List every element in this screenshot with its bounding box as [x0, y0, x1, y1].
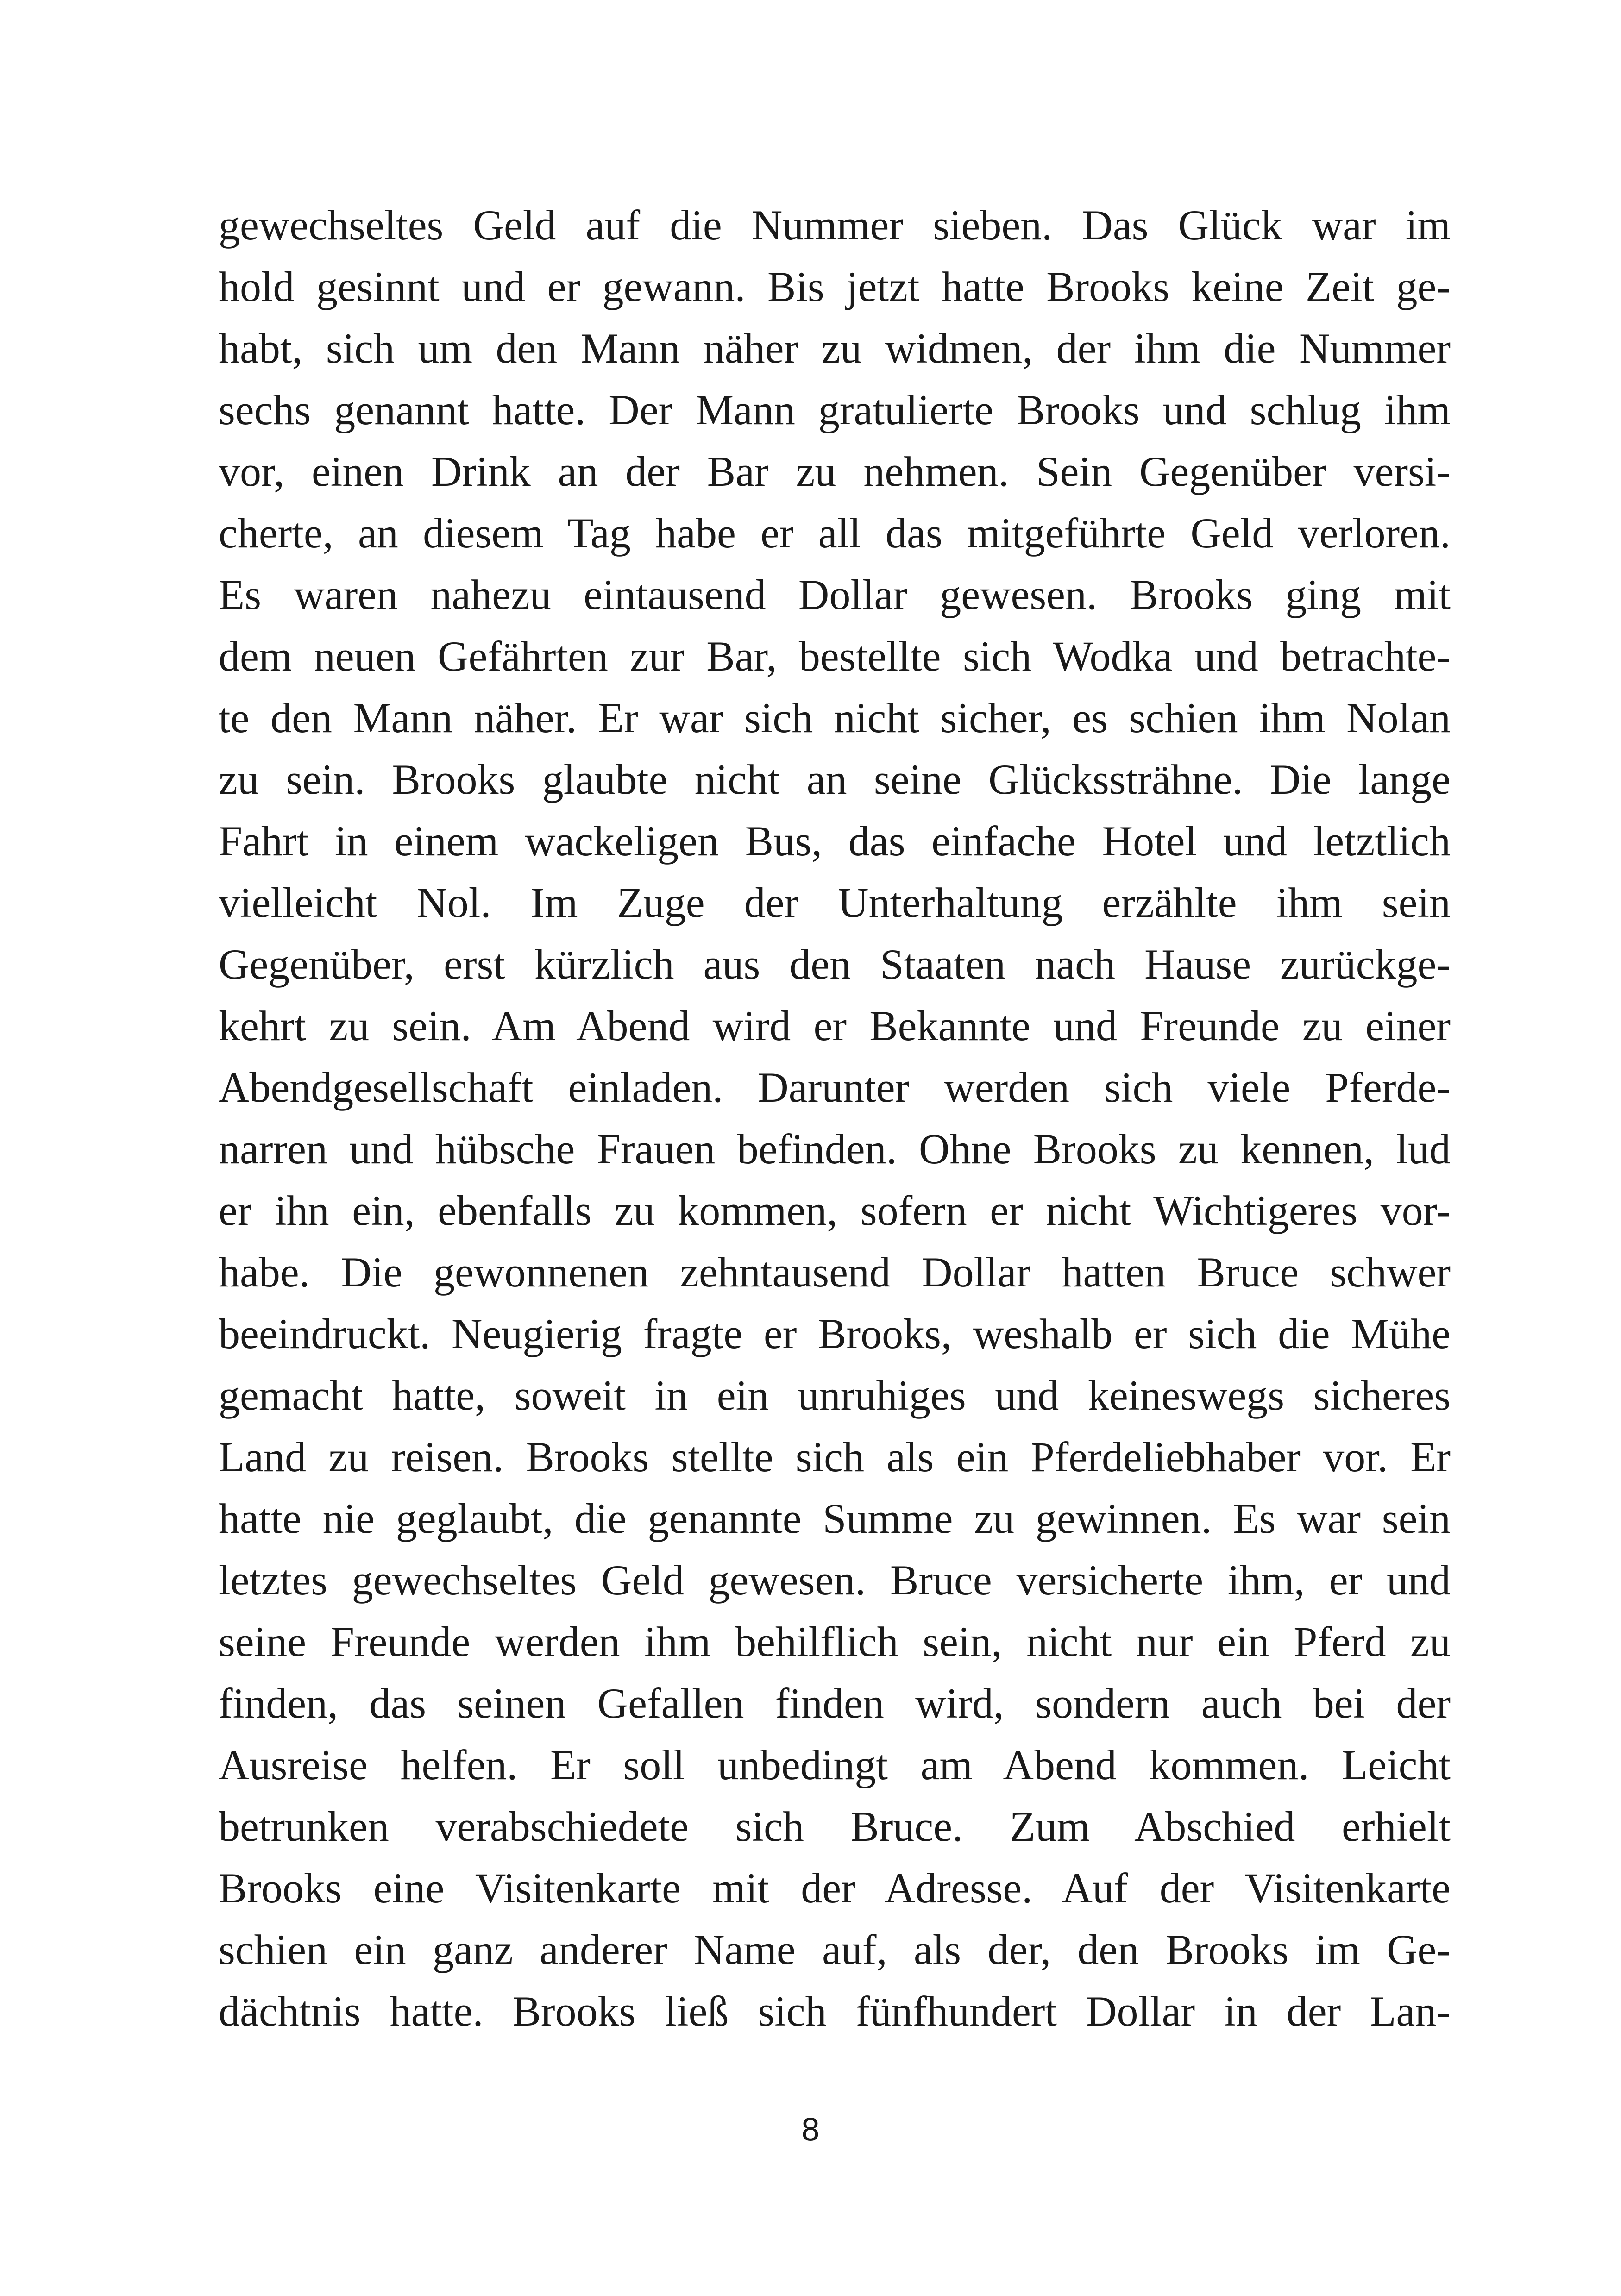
- text-line: Fahrt in einem wackeligen Bus, das einfache Hotel und letztlich: [219, 817, 1451, 865]
- text-line: Es waren nahezu eintausend Dollar gewesen. Brooks ging mit: [219, 571, 1451, 618]
- text-line: dächtnis hatte. Brooks ließ sich fünfhundert Dollar in der Lan-: [219, 1988, 1451, 2035]
- page-number: 8: [801, 2112, 820, 2148]
- text-line: hatte nie geglaubt, die genannte Summe zu gewinnen. Es war sein: [219, 1495, 1451, 1542]
- text-line: hold gesinnt und er gewann. Bis jetzt hatte Brooks keine Zeit ge-: [219, 263, 1451, 310]
- text-line: cherte, an diesem Tag habe er all das mitgeführte Geld verloren.: [219, 509, 1451, 557]
- text-line: finden, das seinen Gefallen finden wird, sondern auch bei der: [219, 1680, 1451, 1727]
- text-line: gemacht hatte, soweit in ein unruhiges und keineswegs sicheres: [219, 1372, 1451, 1419]
- text-line: Abendgesellschaft einladen. Darunter werden sich viele Pferde-: [219, 1064, 1451, 1111]
- text-line: zu sein. Brooks glaubte nicht an seine Glückssträhne. Die lange: [219, 756, 1451, 803]
- text-line: letztes gewechseltes Geld gewesen. Bruce versicherte ihm, er und: [219, 1556, 1451, 1604]
- text-line: vor, einen Drink an der Bar zu nehmen. Sein Gegenüber versi-: [219, 448, 1451, 495]
- text-line: Land zu reisen. Brooks stellte sich als ein Pferdeliebhaber vor. Er: [219, 1433, 1451, 1480]
- text-line: te den Mann näher. Er war sich nicht sicher, es schien ihm Nolan: [219, 694, 1451, 741]
- text-line: kehrt zu sein. Am Abend wird er Bekannte und Freunde zu einer: [219, 1002, 1451, 1049]
- text-line: dem neuen Gefährten zur Bar, bestellte sich Wodka und betrachte-: [219, 633, 1451, 680]
- text-line: Gegenüber, erst kürzlich aus den Staaten nach Hause zurückge-: [219, 941, 1451, 988]
- text-line: seine Freunde werden ihm behilflich sein, nicht nur ein Pferd zu: [219, 1618, 1451, 1665]
- text-line: vielleicht Nol. Im Zuge der Unterhaltung erzählte ihm sein: [219, 879, 1451, 926]
- text-line: er ihn ein, ebenfalls zu kommen, sofern er nicht Wichtigeres vor-: [219, 1187, 1451, 1234]
- text-line: beeindruckt. Neugierig fragte er Brooks, weshalb er sich die Mühe: [219, 1310, 1451, 1357]
- text-line: betrunken verabschiedete sich Bruce. Zum Abschied erhielt: [219, 1803, 1451, 1850]
- text-line: Ausreise helfen. Er soll unbedingt am Abend kommen. Leicht: [219, 1741, 1451, 1788]
- text-line: sechs genannt hatte. Der Mann gratulierte Brooks und schlug ihm: [219, 386, 1451, 433]
- text-line: habt, sich um den Mann näher zu widmen, der ihm die Nummer: [219, 325, 1451, 372]
- text-line: habe. Die gewonnenen zehntausend Dollar hatten Bruce schwer: [219, 1248, 1451, 1296]
- text-line: schien ein ganz anderer Name auf, als der, den Brooks im Ge-: [219, 1926, 1451, 1973]
- body-text: [219, 194, 1451, 2042]
- text-line: Brooks eine Visitenkarte mit der Adresse. Auf der Visitenkarte: [219, 1864, 1451, 1912]
- text-line: gewechseltes Geld auf die Nummer sieben. Das Glück war im: [219, 201, 1451, 249]
- text-line: narren und hübsche Frauen befinden. Ohne Brooks zu kennen, lud: [219, 1125, 1451, 1173]
